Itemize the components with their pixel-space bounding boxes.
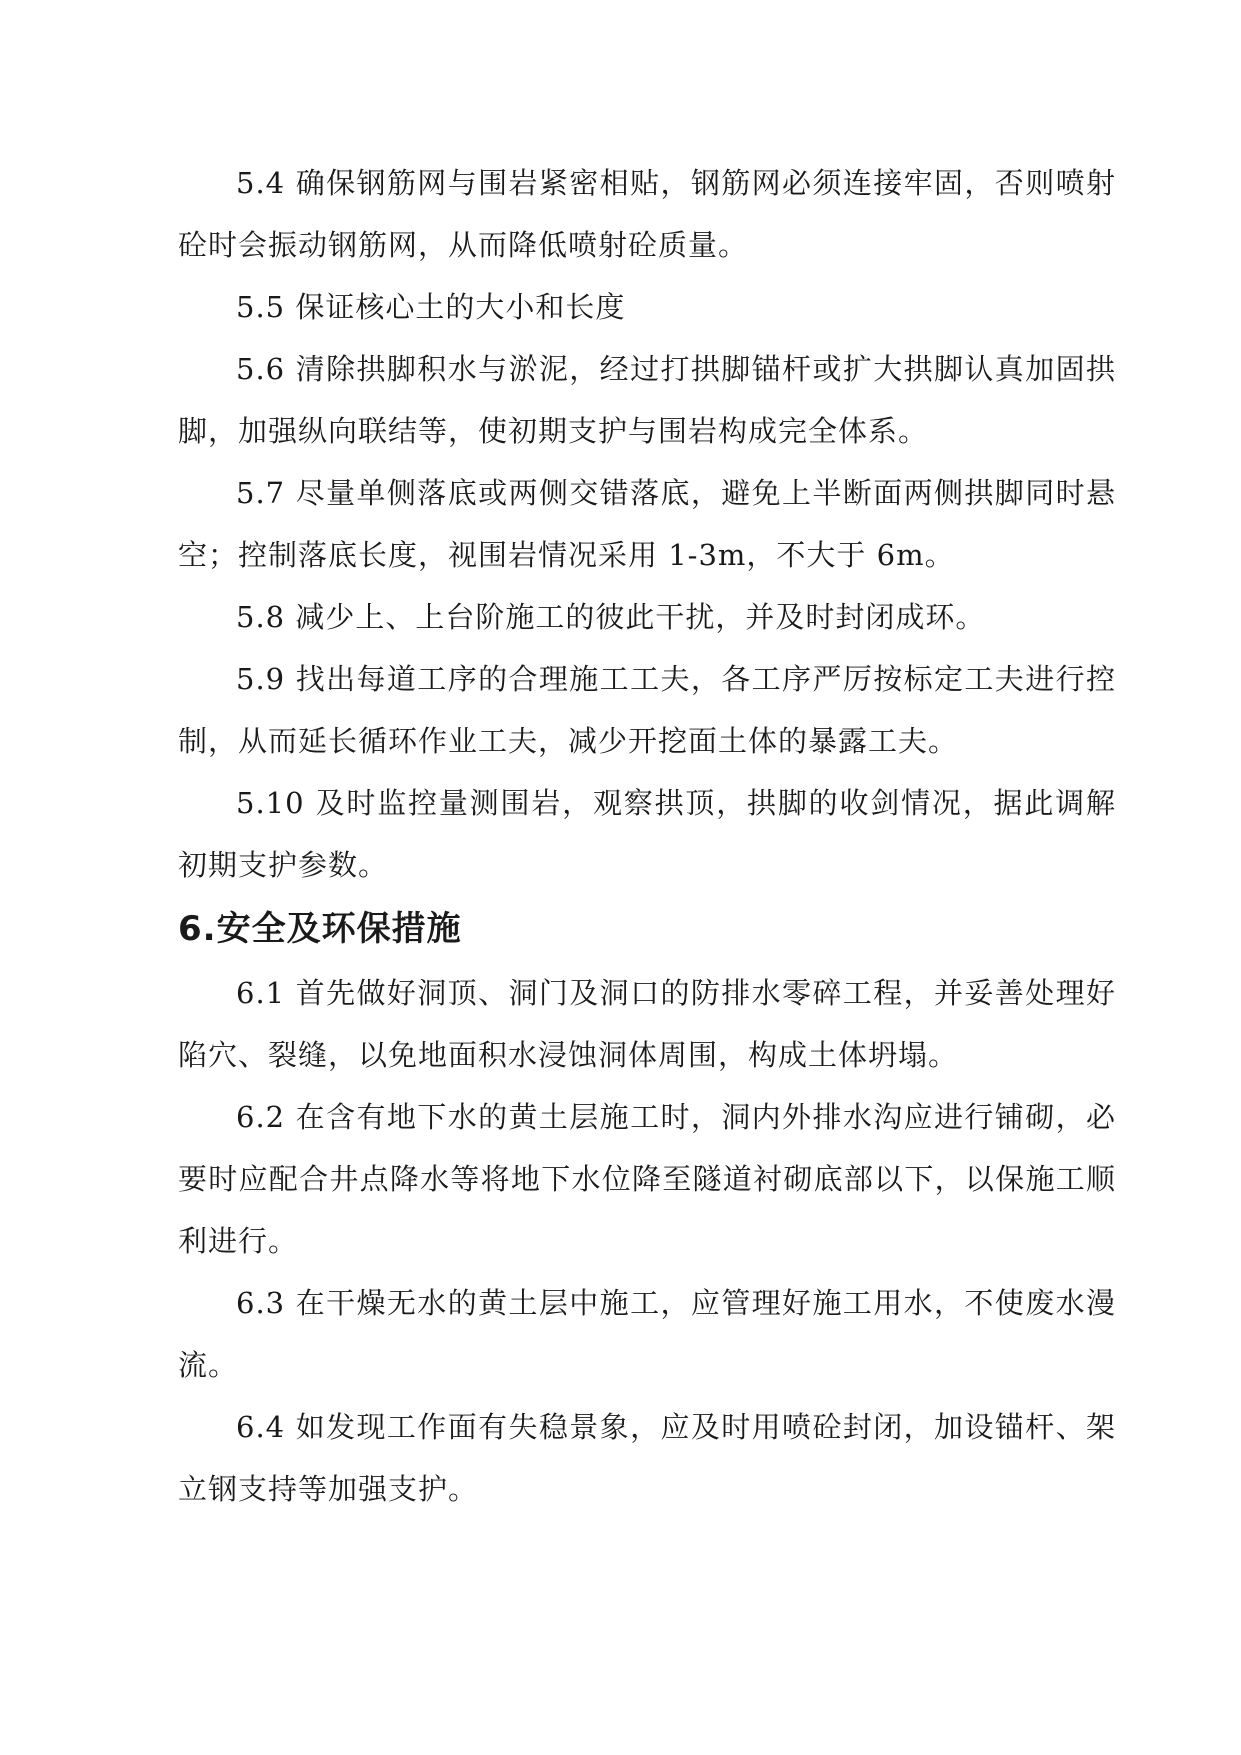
paragraph-6-1: 6.1 首先做好洞顶、洞门及洞口的防排水零碎工程，并妥善处理好陷穴、裂缝，以免地面积水浸蚀洞体周围，构成土体坍塌。 — [178, 976, 1116, 1072]
paragraph-6-3: 6.3 在干燥无水的黄土层中施工，应管理好施工用水，不使废水漫流。 — [178, 1286, 1116, 1382]
paragraph-6-2: 6.2 在含有地下水的黄土层施工时，洞内外排水沟应进行铺砌，必要时应配合井点降水等将地下水位降至隧道衬砌底部以下，以保施工顺利进行。 — [178, 1100, 1116, 1258]
paragraph-5-9: 5.9 找出每道工序的合理施工工夫，各工序严厉按标定工夫进行控制，从而延长循环作业工夫，减少开挖面土体的暴露工夫。 — [178, 662, 1116, 758]
paragraph-6-4: 6.4 如发现工作面有失稳景象，应及时用喷砼封闭，加设锚杆、架立钢支持等加强支护。 — [178, 1410, 1116, 1506]
paragraph-5-6: 5.6 清除拱脚积水与淤泥，经过打拱脚锚杆或扩大拱脚认真加固拱脚，加强纵向联结等，使初期支护与围岩构成完全体系。 — [178, 352, 1116, 448]
paragraph-5-8: 5.8 减少上、上台阶施工的彼此干扰，并及时封闭成环。 — [236, 600, 986, 634]
section-heading-6: 6.安全及环保措施 — [178, 909, 462, 949]
paragraph-5-5: 5.5 保证核心土的大小和长度 — [236, 290, 626, 324]
paragraph-5-4: 5.4 确保钢筋网与围岩紧密相贴，钢筋网必须连接牢固，否则喷射砼时会振动钢筋网，从而降低喷射砼质量。 — [178, 166, 1116, 262]
document-page — [178, 152, 1116, 1520]
paragraph-5-10: 5.10 及时监控量测围岩，观察拱顶，拱脚的收剑情况，据此调解初期支护参数。 — [178, 786, 1116, 882]
paragraph-5-7: 5.7 尽量单侧落底或两侧交错落底，避免上半断面两侧拱脚同时悬空；控制落底长度，视围岩情况采用 1-3m，不大于 6m。 — [178, 476, 1116, 572]
